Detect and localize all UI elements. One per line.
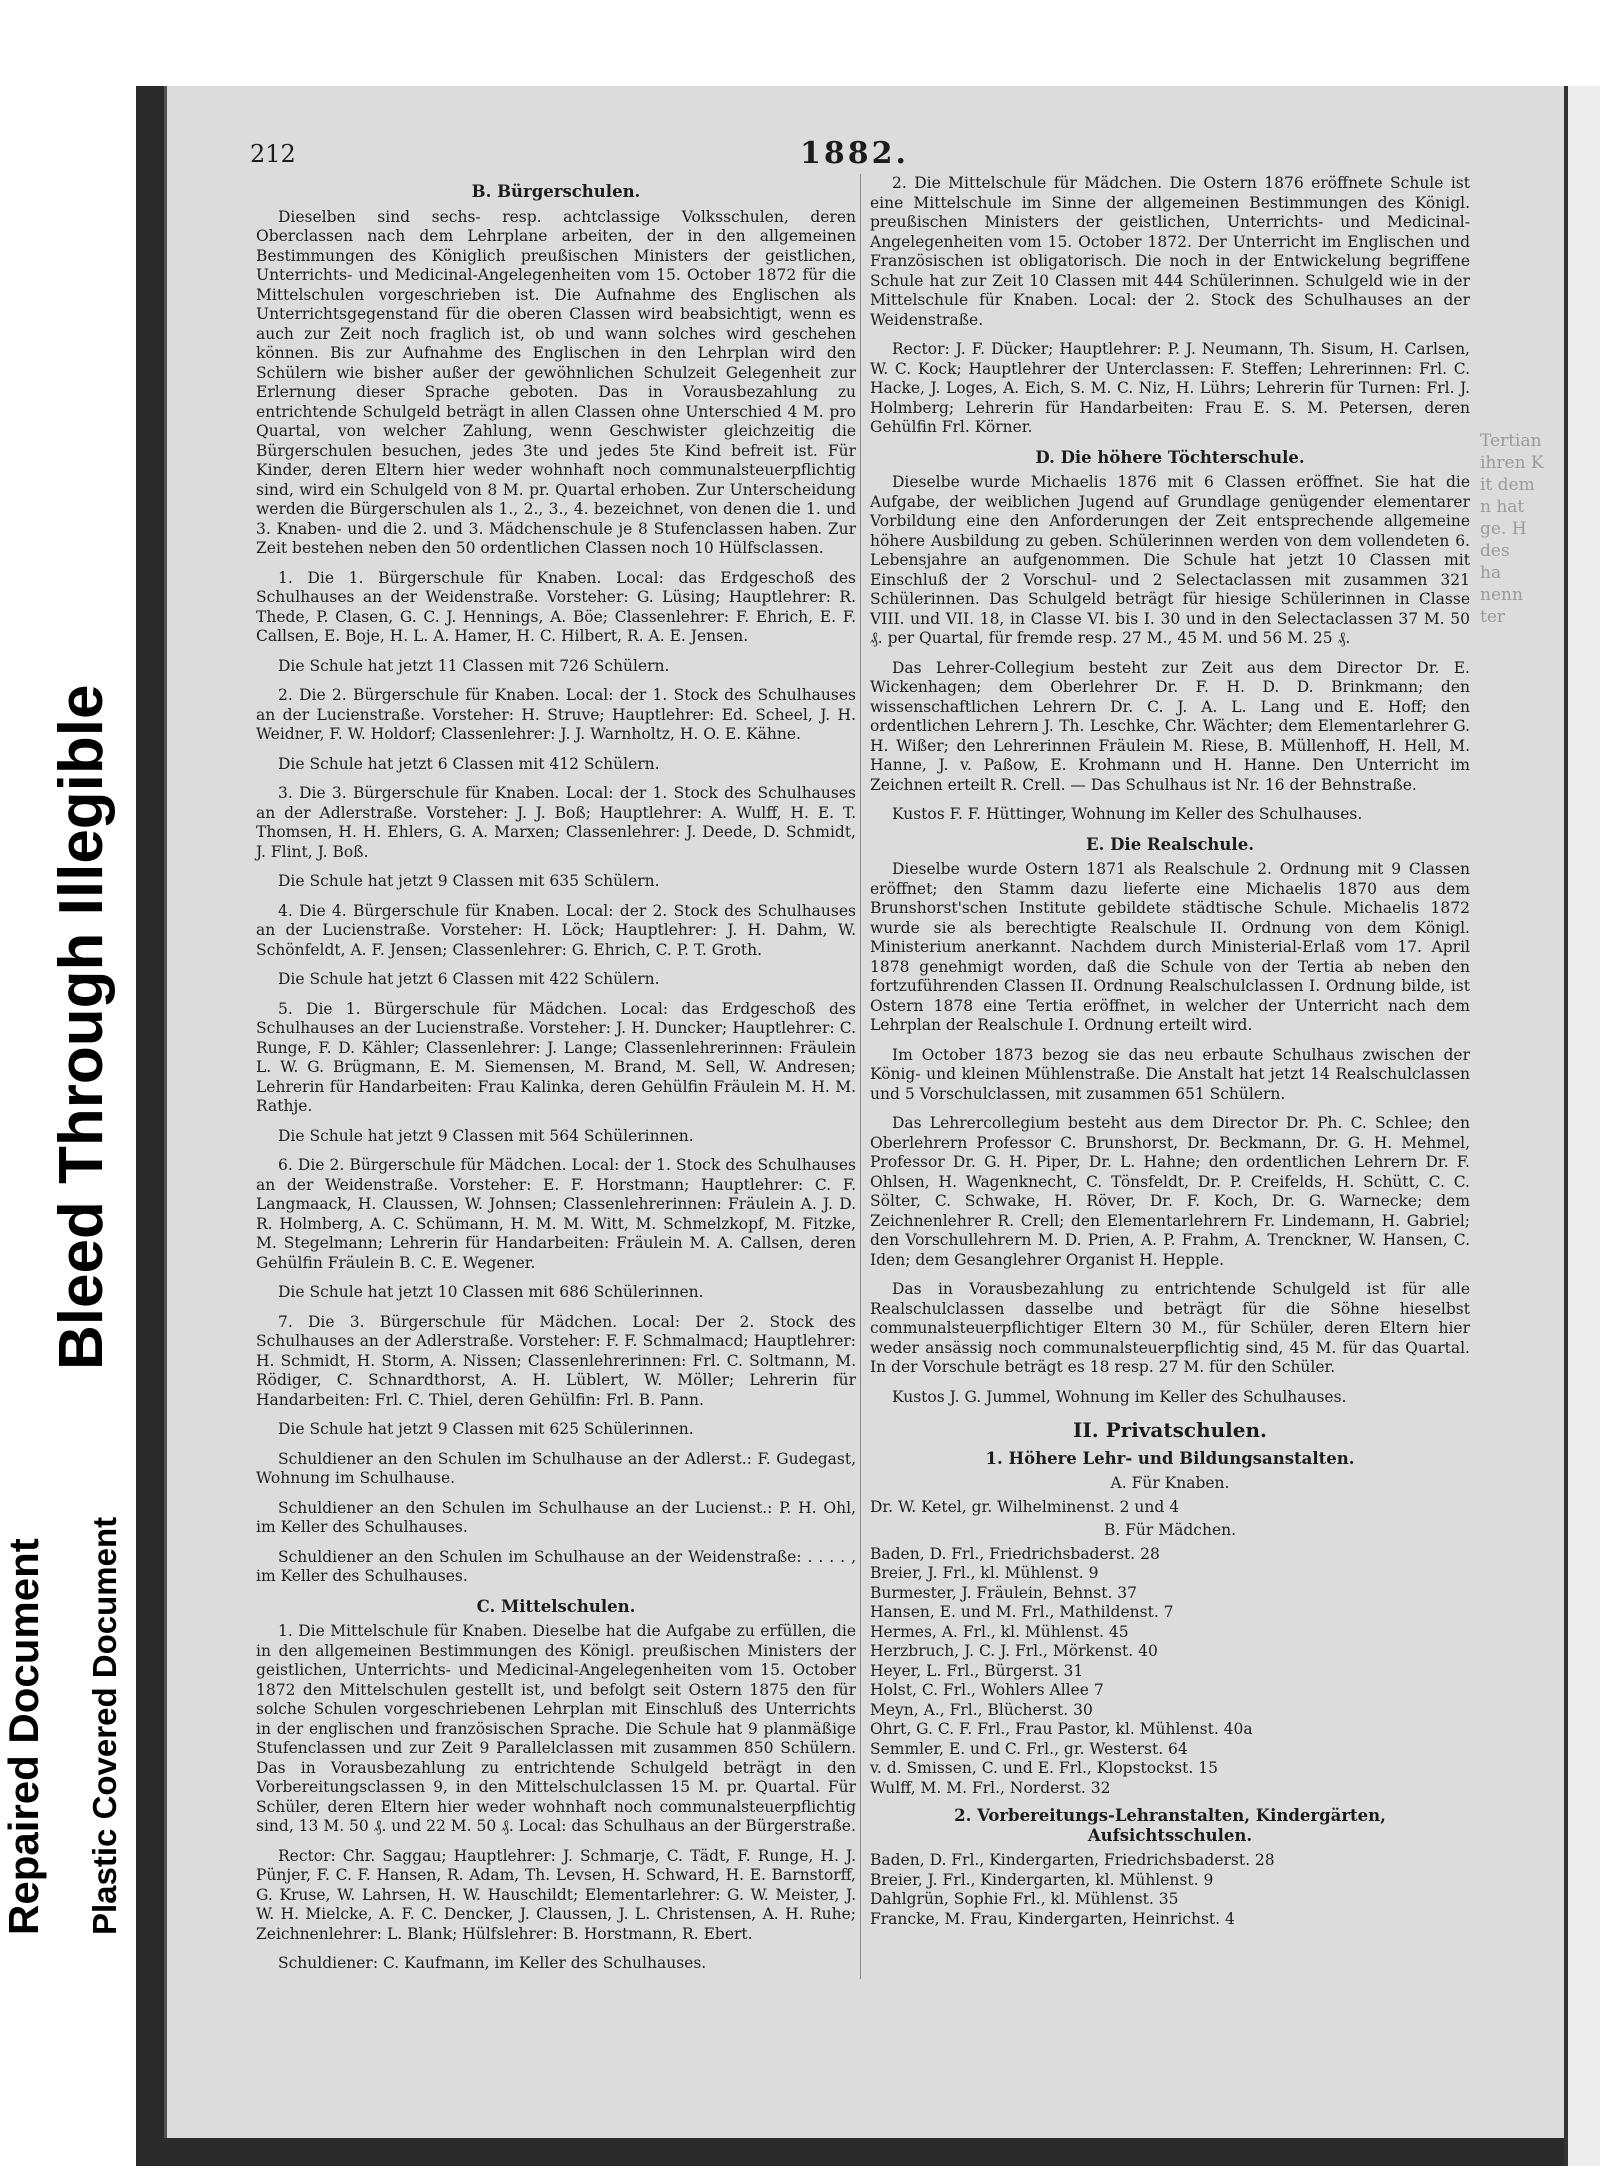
- column-divider: [860, 174, 861, 1979]
- section-heading: B. Für Mädchen.: [1103, 1521, 1237, 1539]
- paragraph: Kustos F. F. Hüttinger, Wohnung im Keller des Schulhauses.: [892, 805, 1363, 823]
- list-item: Meyn, A., Frl., Blücherst. 30: [870, 1700, 1093, 1719]
- paragraph: 2. Die Mittelschule für Mädchen. Die Ostern 1876 eröffnete Schule ist eine Mittelschule im Sinne der allgemeinen Bestimmungen des Königl. preußischen Ministers der geistlichen, Unterrichts- und Medicinal-Angelegenheiten vom 15. October 1872. Der Unterricht im Englischen und Französischen ist obligatorisch. Die noch in der Entwickelung begriffene Schule hat zur Zeit 10 Classen mit 444 Schülerinnen. Schulgeld wie in der Mittelschule für Knaben. Local: der 2. Stock des Schulhauses an der Weidenstraße.: [870, 174, 1470, 329]
- list-item: Francke, M. Frau, Kindergarten, Heinrichst. 4: [870, 1909, 1235, 1928]
- paragraph: Das Lehrercollegium besteht aus dem Director Dr. Ph. C. Schlee; den Oberlehrern Professor C. Brunshorst, Dr. Beckmann, Dr. G. H. Mehmel, Professor Dr. G. H. Piper, Dr. L. Hahne; den ordentlichen Lehrern Dr. F. Ohlsen, H. Wagenknecht, C. Tönsfeldt, Dr. P. Creifelds, H. Schütt, C. C. Sölter, C. Schwake, H. Röver, Dr. F. Koch, Dr. G. Warnecke; dem Zeichnenlehrer R. Crell; den Elementarlehrern Fr. Lindemann, H. Gabriel; den Vorschullehrern M. D. Prien, A. P. Frahm, A. Trenckner, W. Hansen, C. Iden; dem Gesanglehrer Organist H. Hepple.: [870, 1114, 1470, 1269]
- list-item: Dr. W. Ketel, gr. Wilhelminenst. 2 und 4: [870, 1497, 1180, 1516]
- list-item: Dahlgrün, Sophie Frl., kl. Mühlenst. 35: [870, 1890, 1179, 1908]
- paragraph: Die Schule hat jetzt 10 Classen mit 686 Schülerinnen.: [278, 1283, 704, 1301]
- list-item: Hermes, A. Frl., kl. Mühlenst. 45: [870, 1622, 1129, 1641]
- right-column: [870, 174, 1470, 1929]
- paragraph: 2. Die 2. Bürgerschule für Knaben. Local: der 1. Stock des Schulhauses an der Lucienstraße. Vorsteher: H. Struve; Hauptlehrer: Ed. Scheel, J. H. Weidner, F. W. Holdorf; Classenlehrer: J. J. Warnholtz, H. O. E. Kähne.: [256, 686, 856, 743]
- list-item: Semmler, E. und C. Frl., gr. Westerst. 64: [870, 1739, 1188, 1758]
- page-year: 1882.: [800, 136, 909, 171]
- paragraph: 4. Die 4. Bürgerschule für Knaben. Local: der 2. Stock des Schulhauses an der Lucienstraße. Vorsteher: H. Löck; Hauptlehrer: J. H. Dahm, W. Schönfeldt, A. F. Jensen; Classenlehrer: G. Ehrich, C. P. T. Groth.: [256, 901, 856, 959]
- paragraph: Im October 1873 bezog sie das neu erbaute Schulhaus zwischen der König- und kleinen Mühlenstraße. Die Anstalt hat jetzt 14 Realschulclassen und 5 Vorschulclassen, mit zusammen 651 Schülern.: [870, 1045, 1470, 1103]
- paragraph: Schuldiener an den Schulen im Schulhause an der Adlerst.: F. Gudegast, Wohnung im Schulhause.: [256, 1449, 856, 1487]
- list-item: Burmester, J. Fräulein, Behnst. 37: [870, 1583, 1138, 1602]
- plastic-covered-label: Plastic Covered Document: [86, 1516, 123, 1935]
- paragraph: Die Schule hat jetzt 9 Classen mit 635 Schülern.: [278, 872, 660, 890]
- paragraph: 1. Die 1. Bürgerschule für Knaben. Local: das Erdgeschoß des Schulhauses an der Weidenstraße. Vorsteher: G. Lüsing; Hauptlehrer: R. Thede, P. Clasen, G. C. J. Hennings, A. Böe; Classenlehrer: F. Ehrich, E. F. Callsen, E. Boje, H. L. A. Hamer, H. C. Hilbert, R. A. E. Jensen.: [256, 568, 856, 645]
- paragraph: Dieselbe wurde Michaelis 1876 mit 6 Classen eröffnet. Sie hat die Aufgabe, der weiblichen Jugend auf Grundlage genügender elementarer Vorbildung eine den Anforderungen der Zeit entsprechende allgemeine höhere Ausbildung zu geben. Schülerinnen werden von dem vollendeten 6. Lebensjahre an aufgenommen. Die Schule hat jetzt 10 Classen mit Einschluß der 2 Vorschul- und 2 Selectaclassen mit zusammen 321 Schülerinnen. Das Schulgeld beträgt für hiesige Schülerinnen in Classe VIII. und VII. 18, in Classe VI. bis I. 30 und in den Selectaclassen 37 M. 50 ₰. per Quartal, für fremde resp. 27 M., 45 M. und 56 M. 25 ₰.: [870, 473, 1470, 647]
- list-item: Heyer, L. Frl., Bürgerst. 31: [870, 1661, 1084, 1680]
- list-item: Breier, J. Frl., kl. Mühlenst. 9: [870, 1564, 1099, 1582]
- paragraph: Schuldiener an den Schulen im Schulhause an der Weidenstraße: . . . . , im Keller des Schulhauses.: [256, 1547, 856, 1585]
- paragraph: Die Schule hat jetzt 11 Classen mit 726 Schülern.: [278, 656, 670, 675]
- paragraph: Dieselbe wurde Ostern 1871 als Realschule 2. Ordnung mit 9 Classen eröffnet; den Stamm dazu lieferte eine Michaelis 1870 aus dem Brunshorst'schen Institute gebildete städtische Schule. Michaelis 1872 wurde sie als berechtigte Realschule II. Ordnung von dem Königl. Ministerium anerkannt. Nachdem durch Ministerial-Erlaß vom 17. April 1878 genehmigt worden, daß die Schule von der Tertia ab neben den fortzuführenden Classen II. Ordnung Realschulclassen I. Ordnung bilde, ist Ostern 1878 eine Tertia eröffnet, in welcher der Unterricht nach dem Lehrplan der Realschule I. Ordnung erteilt wird.: [870, 860, 1470, 1034]
- section-heading: 1. Höhere Lehr- und Bildungsanstalten.: [985, 1448, 1355, 1468]
- section-heading: 2. Vorbereitungs-Lehranstalten, Kindergärten, Aufsichtsschulen.: [954, 1806, 1386, 1845]
- paragraph: Die Schule hat jetzt 6 Classen mit 412 Schülern.: [278, 754, 660, 773]
- paragraph: Kustos J. G. Jummel, Wohnung im Keller des Schulhauses.: [892, 1387, 1347, 1406]
- paragraph: Rector: J. F. Dücker; Hauptlehrer: P. J. Neumann, Th. Sisum, H. Carlsen, W. C. Kock; Hauptlehrer der Unterclassen: F. Steffen; Lehrerinnen: Frl. C. Hacke, J. Loges, A. Eich, S. M. C. Niz, H. Lührs; Lehrerin für Turnen: Frl. J. Holmberg; Lehrerin für Handarbeiten: Frau E. S. M. Petersen, deren Gehülfin Frl. Körner.: [870, 340, 1470, 436]
- bleed-through-label: Bleed Through Illegible: [47, 684, 116, 1370]
- paragraph: Dieselben sind sechs- resp. achtclassige Volksschulen, deren Oberclassen nach dem Lehrplane arbeiten, der in den allgemeinen Bestimmungen des Königlich preußischen Ministers der geistlichen, Unterrichts- und Medicinal-Angelegenheiten vom 15. October 1872 für die Mittelschulen vorgeschrieben ist. Die Aufnahme des Englischen als Unterrichtsgegenstand für die oberen Classen wird beabsichtigt, wenn es auch zur Zeit noch fraglich ist, ob und wann solches wird geschehen können. Bis zur Aufnahme des Englischen in den Lehrplan wird den Schülern wie bisher außer der gewöhnlichen Schulzeit Gelegenheit zur Erlernung dieser Sprache geboten. Das in Vorausbezahlung zu entrichtende Schulgeld beträgt in allen Classen ohne Unterschied 4 M. pro Quartal, von welcher Zahlung, wenn Geschwister gleichzeitig die Bürgerschulen besuchen, jedes 3te und jedes 5te Kind befreit ist. Für Kinder, deren Eltern hier weder wohnhaft noch communalsteuerpflichtig sind, wird ein Schulgeld von 8 M. pr. Quartal erhoben. Zur Unterscheidung werden die Bürgerschulen als 1., 2., 3., 4. bezeichnet, von denen die 1. und 3. Knaben- und die 2. und 3. Mädchenschule je 8 Stufenclassen haben. Zur Zeit bestehen neben den 50 ordentlichen Classen noch 10 Hülfsclassen.: [256, 207, 856, 557]
- paragraph: Schuldiener an den Schulen im Schulhause an der Lucienst.: P. H. Ohl, im Keller des Schulhauses.: [256, 1498, 856, 1536]
- paragraph: Rector: Chr. Saggau; Hauptlehrer: J. Schmarje, C. Tädt, F. Runge, H. J. Pünjer, F. C. F. Hansen, R. Adam, Th. Levsen, H. Schward, H. E. Barnstorff, G. Kruse, W. Lahrsen, H. W. Hauschildt; Elementarlehrer: G. W. Meister, J. W. H. Mielcke, A. F. C. Dencker, J. Claussen, J. L. Christensen, A. H. Ruhe; Zeichnenlehrer: L. Blank; Hülfslehrer: B. Horstmann, R. Ebert.: [256, 1846, 856, 1943]
- list-item: v. d. Smissen, C. und E. Frl., Klopstockst. 15: [870, 1759, 1218, 1777]
- page-number: 212: [250, 140, 296, 168]
- bleed-through-text: Tertian ihren K it dem n hat ge. H des ha nenn ter: [1480, 431, 1544, 627]
- paragraph: 3. Die 3. Bürgerschule für Knaben. Local: der 1. Stock des Schulhauses an der Adlerstraße. Vorsteher: J. J. Boß; Hauptlehrer: A. Wulff, H. E. T. Thomsen, H. H. Ehlers, G. A. Marxen; Classenlehrer: J. Deede, D. Schmidt, J. Flint, J. Boß.: [256, 784, 856, 861]
- section-heading: II. Privatschulen.: [1073, 1418, 1267, 1442]
- section-heading: D. Die höhere Töchterschule.: [1035, 447, 1305, 467]
- repaired-document-label: Repaired Document: [0, 1538, 47, 1935]
- section-heading: C. Mittelschulen.: [476, 1596, 636, 1616]
- list-item: Baden, D. Frl., Kindergarten, Friedrichsbaderst. 28: [870, 1851, 1275, 1869]
- paragraph: Die Schule hat jetzt 6 Classen mit 422 Schülern.: [278, 970, 660, 988]
- paragraph: Die Schule hat jetzt 9 Classen mit 564 Schülerinnen.: [278, 1126, 694, 1145]
- list-item: Herzbruch, J. C. J. Frl., Mörkenst. 40: [870, 1642, 1158, 1660]
- list-item: Wulff, M. M. Frl., Norderst. 32: [870, 1778, 1111, 1797]
- section-heading: B. Bürgerschulen.: [471, 182, 641, 201]
- paragraph: Das in Vorausbezahlung zu entrichtende Schulgeld ist für alle Realschulclassen dasselbe und beträgt für die Söhne hieselbst communalsteuerpflichtiger Eltern 30 M., für Schüler, deren Eltern hier weder ansässig noch communalsteuerpflichtig sind, 45 M. für das Quartal. In der Vorschule beträgt es 18 resp. 27 M. für den Schüler.: [870, 1280, 1470, 1376]
- section-heading: E. Die Realschule.: [1086, 834, 1254, 854]
- paragraph: Die Schule hat jetzt 9 Classen mit 625 Schülerinnen.: [278, 1420, 694, 1438]
- facing-page-edge: [1564, 86, 1600, 2166]
- paragraph: 1. Die Mittelschule für Knaben. Dieselbe hat die Aufgabe zu erfüllen, die in den allgemeinen Bestimmungen des Königl. preußischen Ministers der geistlichen, Unterrichts- und Medicinal-Angelegenheiten vom 15. October 1872 den Mittelschulen gestellt ist, und befolgt seit Ostern 1875 den für solche Schulen vorgeschriebenen Lehrplan mit Einschluß des Unterrichts in der englischen und französischen Sprache. Die Schule hat 9 planmäßige Stufenclassen und zur Zeit 9 Parallelclassen mit zusammen 850 Schülern. Das in Vorausbezahlung zu entrichtende Schulgeld beträgt in den Vorbereitungsclassen 9, in den Mittelschulclassen 15 M. pr. Quartal. Für Schüler, deren Eltern hier weder wohnhaft noch communalsteuerpflichtig sind, 13 M. 50 ₰. und 22 M. 50 ₰. Local: das Schulhaus an der Bürgerstraße.: [256, 1622, 856, 1835]
- section-heading: A. Für Knaben.: [1110, 1474, 1230, 1492]
- left-column: [256, 174, 856, 1984]
- list-item: Ohrt, G. C. F. Frl., Frau Pastor, kl. Mühlenst. 40a: [870, 1720, 1253, 1738]
- paragraph: 6. Die 2. Bürgerschule für Mädchen. Local: der 1. Stock des Schulhauses an der Weidenstraße. Vorsteher: E. F. Horstmann; Hauptlehrer: C. F. Langmaack, H. Claussen, W. Johnsen; Classenlehrerinnen: Fräulein A. J. D. R. Holmberg, A. C. Schümann, H. M. M. Witt, M. Schmelzkopf, M. Fitzke, M. Stegelmann; Lehrerin für Handarbeiten: Fräulein M. A. Callsen, deren Gehülfin Fräulein B. C. E. Wegener.: [256, 1156, 856, 1272]
- list-item: Holst, C. Frl., Wohlers Allee 7: [870, 1681, 1104, 1699]
- list-item: Hansen, E. und M. Frl., Mathildenst. 7: [870, 1603, 1174, 1621]
- paragraph: Das Lehrer-Collegium besteht zur Zeit aus dem Director Dr. E. Wickenhagen; dem Oberlehrer Dr. F. H. D. D. Brinkmann; den wissenschaftlichen Lehrern Dr. C. J. A. L. Lang und E. Hoff; den ordentlichen Lehrern J. Th. Leschke, Chr. Wächter; dem Elementarlehrer G. H. Wißer; den Lehrerinnen Fräulein M. Riese, B. Müllenhoff, H. Hell, M. Hanne, J. v. Paßow, E. Krohmann und H. Hanne. Den Unterricht im Zeichnen erteilt R. Crell. — Das Schulhaus ist Nr. 16 der Behnstraße.: [870, 658, 1470, 794]
- paragraph: 7. Die 3. Bürgerschule für Mädchen. Local: Der 2. Stock des Schulhauses an der Adlerstraße. Vorsteher: F. F. Schmalmacd; Hauptlehrer: H. Schmidt, H. Storm, A. Nissen; Classenlehrerinnen: Frl. C. Soltmann, M. Rödiger, C. Schnardthorst, A. H. Lüblert, W. Möller; Lehrerin für Handarbeiten: Frl. C. Thiel, deren Gehülfin: Frl. B. Pann.: [256, 1312, 856, 1409]
- list-item: Breier, J. Frl., Kindergarten, kl. Mühlenst. 9: [870, 1870, 1214, 1889]
- paragraph: 5. Die 1. Bürgerschule für Mädchen. Local: das Erdgeschoß des Schulhauses an der Lucienstraße. Vorsteher: J. H. Duncker; Hauptlehrer: C. Runge, F. D. Kähler; Classenlehrer: J. Lange; Classenlehrerinnen: Fräulein L. W. G. Brügmann, E. M. Siemensen, M. Brand, M. Sell, W. Andresen; Lehrerin für Handarbeiten: Frau Kalinka, deren Gehülfin Fräulein M. H. M. Rathje.: [256, 999, 856, 1115]
- list-item: Baden, D. Frl., Friedrichsbaderst. 28: [870, 1544, 1160, 1563]
- paragraph: Schuldiener: C. Kaufmann, im Keller des Schulhauses.: [278, 1954, 707, 1972]
